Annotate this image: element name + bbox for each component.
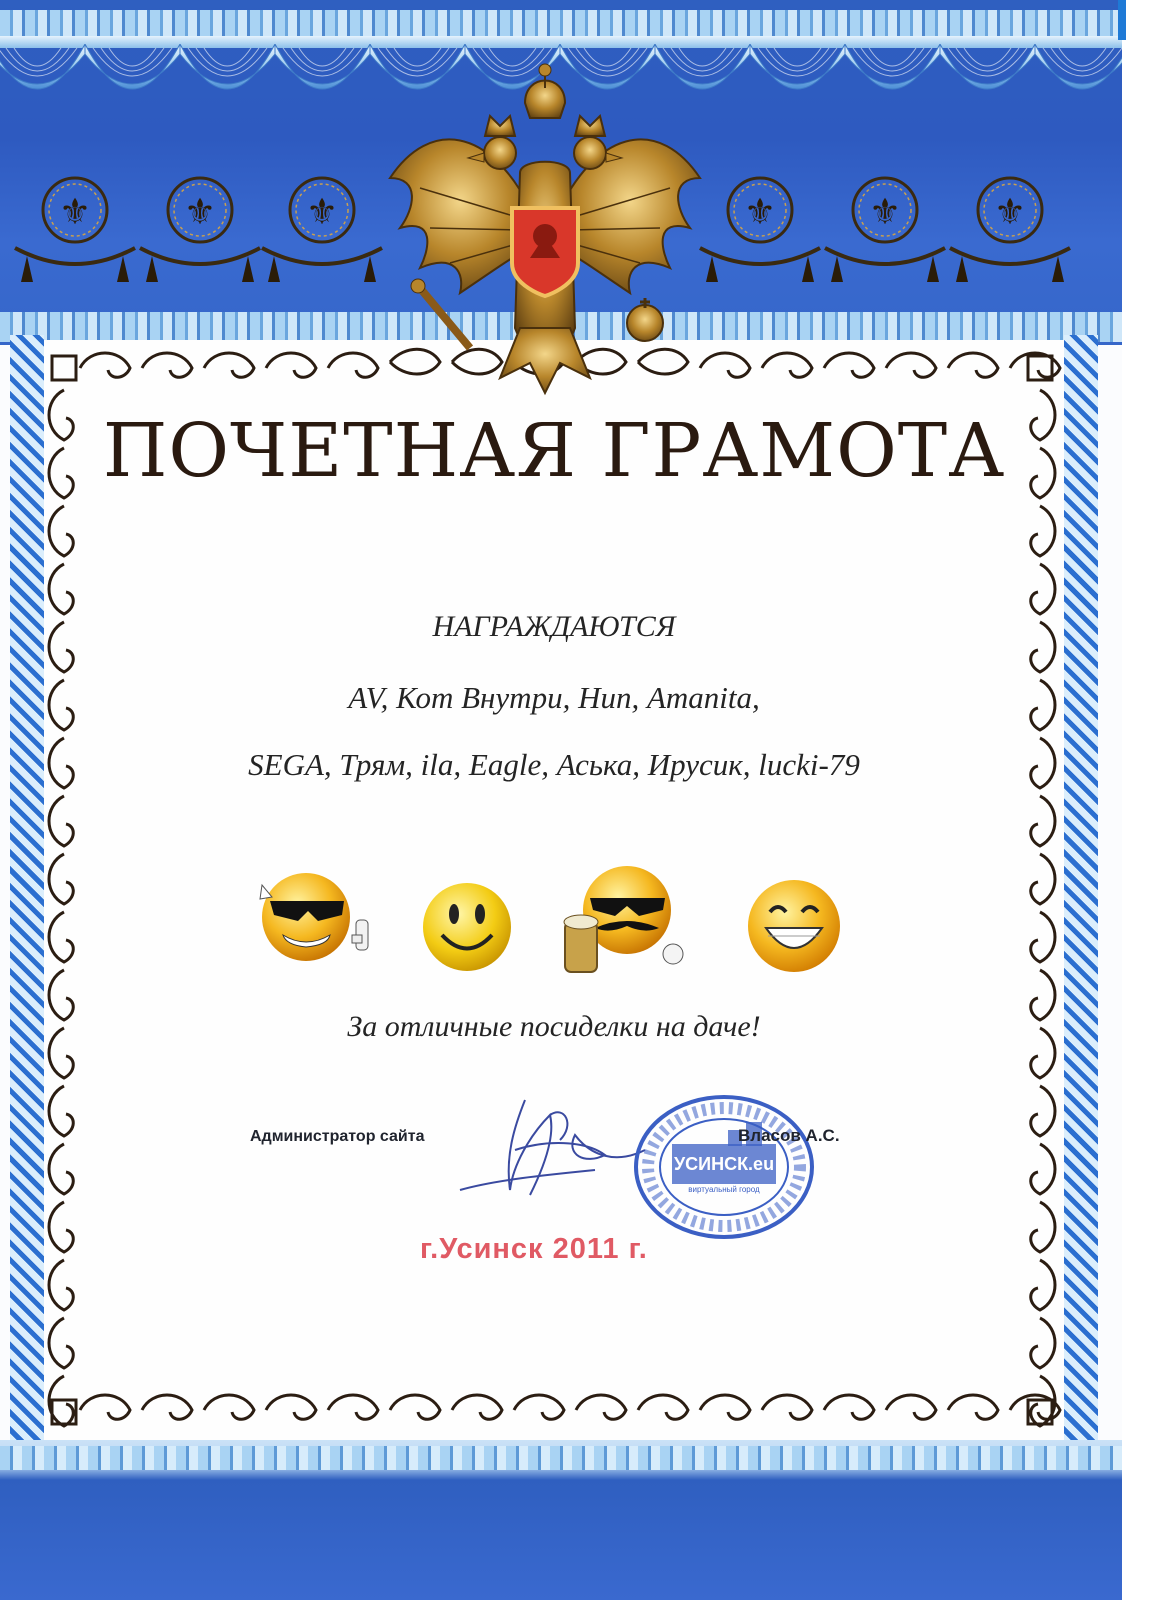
scroll-ornament: [49, 796, 73, 846]
scan-edge-mark: [1118, 0, 1126, 40]
scroll-ornament: [1031, 1086, 1055, 1136]
svg-text:⚜: ⚜: [993, 192, 1027, 233]
scroll-ornament: [1031, 854, 1055, 904]
scroll-ornament: [700, 1395, 750, 1419]
svg-text:⚜: ⚜: [743, 192, 777, 233]
scroll-ornament: [266, 1395, 316, 1419]
scroll-ornament: [1031, 912, 1055, 962]
scroll-ornament: [204, 353, 254, 377]
scroll-ornament: [1031, 796, 1055, 846]
svg-text:⚜: ⚜: [305, 192, 339, 233]
scroll-ornament: [1031, 1318, 1055, 1368]
scroll-ornament: [49, 854, 73, 904]
scroll-ornament: [390, 1395, 440, 1419]
city-and-year: г.Усинск 2011 г.: [420, 1233, 648, 1265]
scroll-ornament: [452, 1395, 502, 1419]
svg-text:⚜: ⚜: [868, 192, 902, 233]
scroll-ornament: [762, 353, 812, 377]
recipients-line-2: SEGA, Трям, ila, Eagle, Аська, Ирусик, lucki-79: [248, 747, 860, 782]
scroll-ornament: [1031, 1144, 1055, 1194]
scroll-ornament: [948, 353, 998, 377]
scroll-ornament: [1031, 564, 1055, 614]
scroll-ornament: [80, 353, 130, 377]
scroll-ornament: [142, 353, 192, 377]
scroll-ornament: [49, 1144, 73, 1194]
scroll-ornament: [638, 1395, 688, 1419]
mustache-beer-smiley-icon: [555, 862, 705, 982]
scroll-ornament: [886, 353, 936, 377]
recipients-line-1: AV, Кот Внутри, Нип, Amanita,: [348, 680, 760, 715]
scan-margin: [1122, 0, 1163, 1600]
scroll-ornament: [266, 353, 316, 377]
signature-title: Администратор сайта: [250, 1128, 425, 1145]
scroll-ornament: [49, 564, 73, 614]
scroll-ornament: [49, 912, 73, 962]
scroll-ornament: [328, 1395, 378, 1419]
scroll-ornament: [824, 353, 874, 377]
scroll-ornament: [49, 1086, 73, 1136]
scroll-ornament: [886, 1395, 936, 1419]
double-headed-eagle-emblem-icon: [380, 58, 710, 403]
cool-sunglasses-thumbs-up-smiley-icon: [248, 865, 378, 965]
scroll-ornament: [1031, 1202, 1055, 1252]
svg-text:⚜: ⚜: [58, 192, 92, 233]
scroll-ornament: [576, 1395, 626, 1419]
scroll-ornament: [142, 1395, 192, 1419]
scroll-ornament: [514, 1395, 564, 1419]
scroll-ornament: [49, 1318, 73, 1368]
big-grin-smiley-icon: [744, 876, 844, 976]
scroll-ornament: [49, 1202, 73, 1252]
scroll-ornament: [328, 353, 378, 377]
scroll-ornament: [824, 1395, 874, 1419]
classic-yellow-smiley-icon: [420, 880, 515, 975]
scroll-ornament: [1031, 1260, 1055, 1310]
signatory-name: Власов А.С.: [738, 1126, 840, 1145]
scroll-ornament: [948, 1395, 998, 1419]
scroll-ornament: [49, 506, 73, 556]
certificate-title: ПОЧЕТНАЯ ГРАМОТА: [102, 408, 1006, 494]
handwritten-signature: [455, 1095, 655, 1205]
scroll-ornament: [80, 1395, 130, 1419]
stamp-name: УСИНСК.eu: [673, 1154, 775, 1174]
scroll-ornament: [49, 1260, 73, 1310]
scroll-ornament: [762, 1395, 812, 1419]
round-seal-stamp: [632, 1092, 817, 1242]
scroll-ornament: [1031, 506, 1055, 556]
svg-text:⚜: ⚜: [183, 192, 217, 233]
scroll-ornament: [204, 1395, 254, 1419]
awarded-heading: НАГРАЖДАЮТСЯ: [432, 610, 676, 643]
stamp-subtitle: виртуальный город: [688, 1185, 760, 1194]
award-reason: За отличные посиделки на даче!: [347, 1010, 761, 1043]
